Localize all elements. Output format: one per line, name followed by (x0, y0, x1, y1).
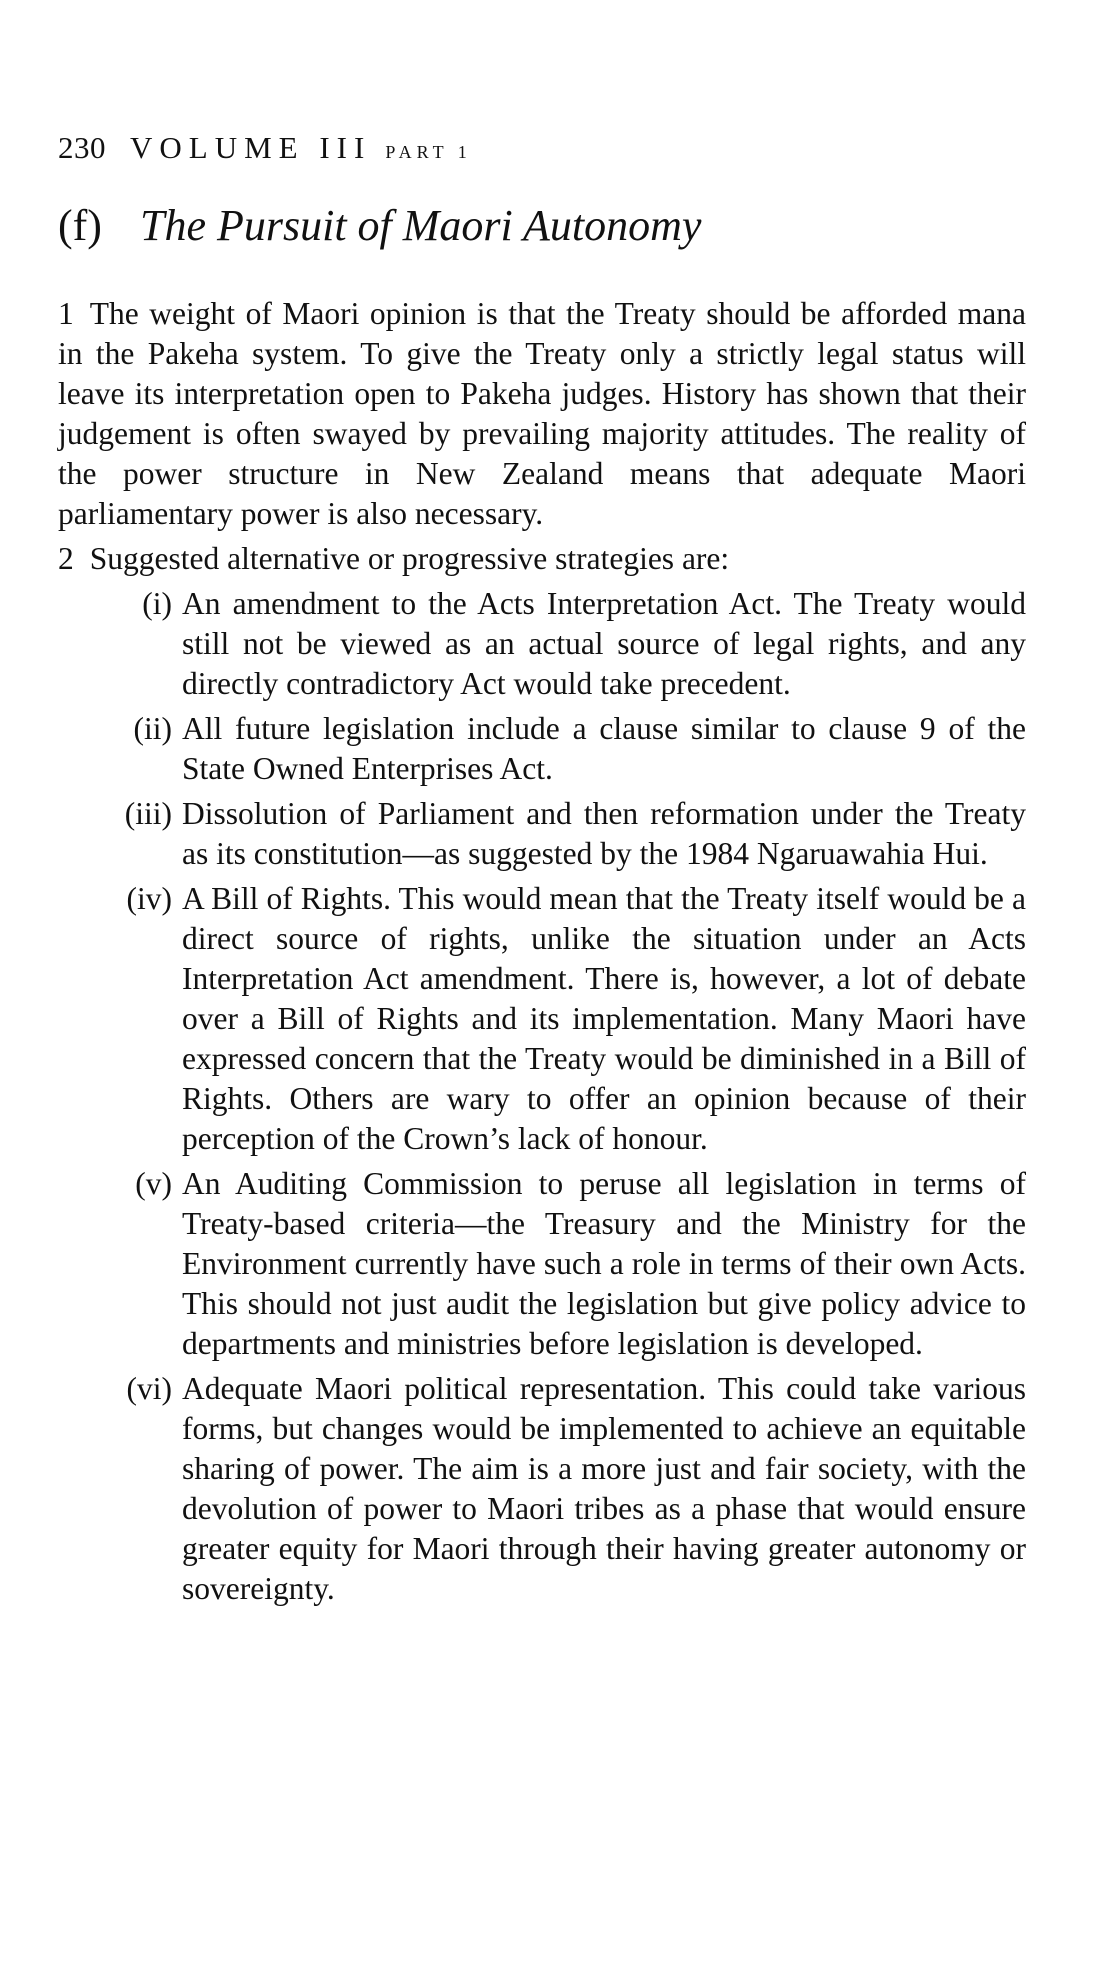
part-label: PART 1 (385, 142, 472, 162)
strategy-item-ii (58, 709, 1026, 789)
strategy-item-v (58, 1164, 1026, 1364)
page-number: 230 (58, 130, 106, 165)
paragraph-text: The weight of Maori opinion is that the Treaty should be afforded mana in the Pakeha system. To give the Treaty only a strictly legal status will leave its interpretation open to Pakeha judges. History has shown that their judgement is often swayed by prevailing majority attitudes. The reality of the power structure in New Zealand means that adequate Maori parliamentary power is also necessary. (58, 296, 1026, 531)
strategy-item-i (58, 584, 1026, 704)
item-marker: (iv) (126, 881, 172, 916)
strategy-item-iii (58, 794, 1026, 874)
item-text: A Bill of Rights. This would mean that the Treaty itself would be a direct source of rights, unlike the situation under an Acts Interpretation Act amendment. There is, however, a lot of debate over a Bill of Rights and its implementation. Many Maori have expressed concern that the Treaty would be diminished in a Bill of Rights. Others are wary to offer an opinion because of their perception of the Crown’s lack of honour. (182, 881, 1026, 1156)
item-text: An amendment to the Acts Interpretation Act. The Treaty would still not be viewed as an actual source of legal rights, and any directly contradictory Act would take precedent. (182, 586, 1026, 701)
item-text: An Auditing Commission to peruse all legislation in terms of Treaty-based criteria—the Treasury and the Ministry for the Environment currently have such a role in terms of their own Acts. This should not just audit the legislation but give policy advice to departments and ministries before legislation is developed. (182, 1166, 1026, 1361)
strategy-item-iv (58, 879, 1026, 1159)
paragraph-number: 2 (58, 541, 74, 576)
paragraph-2 (58, 539, 1026, 579)
item-marker: (iii) (124, 796, 172, 831)
item-text: All future legislation include a clause similar to clause 9 of the State Owned Enterprises Act. (182, 711, 1026, 786)
item-text: Dissolution of Parliament and then reformation under the Treaty as its constitution—as suggested by the 1984 Ngaruawahia Hui. (182, 796, 1026, 871)
paragraph-text: Suggested alternative or progressive strategies are: (89, 541, 730, 576)
paragraph-number: 1 (58, 296, 74, 331)
volume-label: VOLUME III (130, 130, 372, 165)
item-text: Adequate Maori political representation. This could take various forms, but changes would be implemented to achieve an equitable sharing of power. The aim is a more just and fair society, with the devolution of power to Maori tribes as a phase that would ensure greater equity for Maori through their having greater autonomy or sovereignty. (182, 1371, 1026, 1606)
section-title: The Pursuit of Maori Autonomy (139, 201, 702, 250)
section-letter: (f) (58, 201, 102, 250)
paragraph-1 (58, 294, 1026, 534)
strategies-list (58, 584, 1026, 1609)
item-marker: (v) (135, 1166, 172, 1201)
running-head (58, 128, 1026, 172)
document-page (58, 128, 1026, 1614)
strategy-item-vi (58, 1369, 1026, 1609)
section-heading (58, 198, 1026, 254)
item-marker: (ii) (133, 711, 172, 746)
item-marker: (i) (142, 586, 172, 621)
item-marker: (vi) (126, 1371, 172, 1406)
